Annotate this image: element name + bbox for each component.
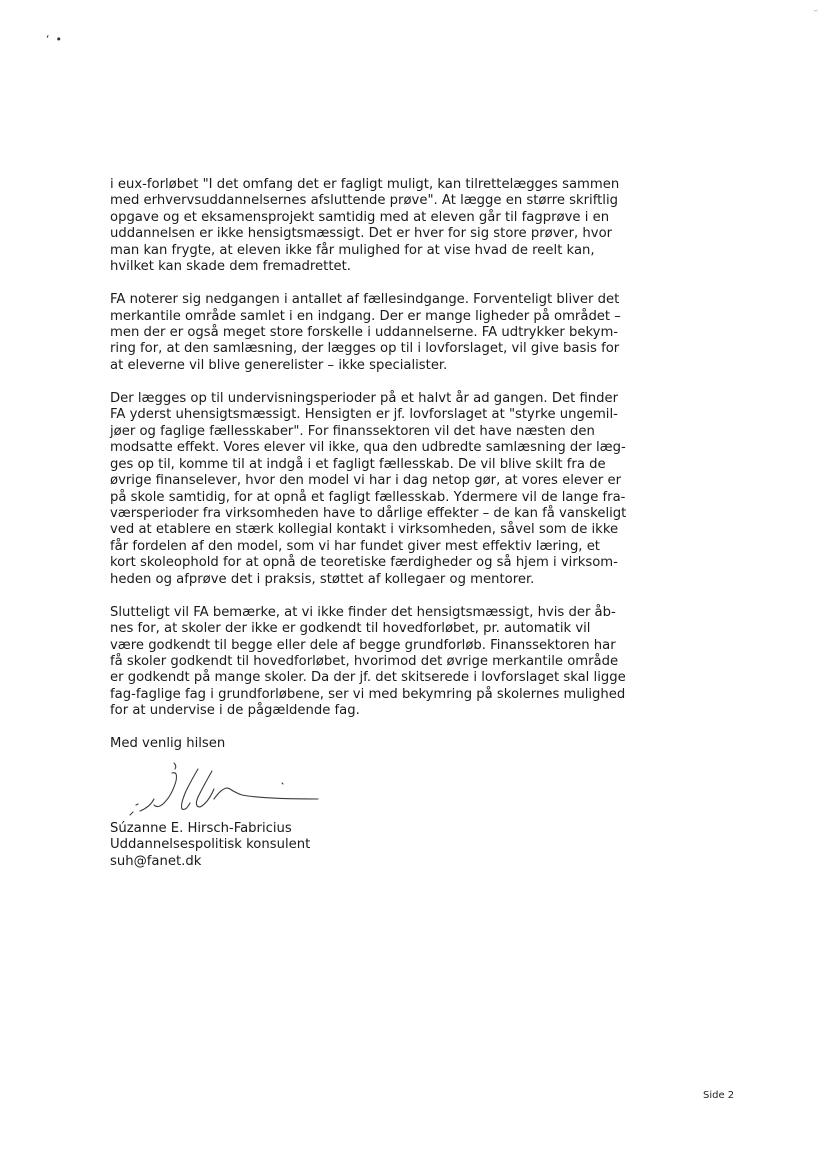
text-line: FA noterer sig nedgangen i antallet af fællesindgange. Forventeligt bliver det bbox=[110, 292, 620, 308]
text-line: med erhvervsuddannelsernes afsluttende prøve". At lægge en større skriftlig bbox=[110, 193, 619, 209]
scan-edge-mark: – bbox=[813, 6, 818, 16]
text-line: jøer og faglige fællesskaber". For finanssektoren vil det have næsten den bbox=[110, 423, 595, 439]
text-line: er godkendt på mange skoler. Da der jf. det skitserede i lovforslaget skal ligge bbox=[110, 670, 626, 686]
page-number: Side 2 bbox=[703, 1090, 735, 1101]
text-line: fag-faglige fag i grundforløbene, ser vi med bekymring på skolernes mulighed bbox=[110, 686, 626, 702]
signer-email: suh@fanet.dk bbox=[110, 853, 202, 869]
text-line: på skole samtidig, for at opnå et fagligt fællesskab. Ydermere vil de lange fra- bbox=[110, 489, 626, 505]
text-line: værsperioder fra virksomheden have to dårlige effekter – de kan få vanskeligt bbox=[110, 505, 627, 521]
scan-artifact-marks: ‘• bbox=[46, 33, 68, 46]
text-line: få skoler godkendt til hovedforløbet, hvorimod det øvrige merkantile område bbox=[110, 653, 619, 669]
text-line: ved at etablere en stærk kollegial kontakt i virksomheden, såvel som de ikke bbox=[110, 522, 619, 538]
text-line: får fordelen af den model, som vi har fundet giver mest effektiv læring, et bbox=[110, 538, 600, 554]
text-line: FA yderst uhensigtsmæssigt. Hensigten er jf. lovforslaget at "styrke ungemil- bbox=[110, 407, 618, 423]
text-line: uddannelsen er ikke hensigtsmæssigt. Det er hver for sig store prøver, hvor bbox=[110, 226, 613, 242]
handwritten-signature bbox=[114, 759, 329, 821]
paragraph-faellesindgange bbox=[110, 292, 650, 374]
paragraph-undervisningsperioder bbox=[110, 391, 650, 588]
paragraph-eux bbox=[110, 177, 650, 275]
signer-title: Uddannelsespolitisk konsulent bbox=[110, 837, 311, 853]
text-line: for at undervise i de pågældende fag. bbox=[110, 703, 360, 719]
text-line: Slutteligt vil FA bemærke, at vi ikke finder det hensigtsmæssigt, hvis der åb- bbox=[110, 604, 616, 620]
text-line: hvilket kan skade dem fremadrettet. bbox=[110, 259, 351, 275]
text-line: kort skoleophold for at opnå de teoretiske færdigheder og så hjem i virksom- bbox=[110, 555, 618, 571]
text-line: opgave og et eksamensprojekt samtidig med at eleven går til fagprøve i en bbox=[110, 209, 610, 225]
text-line: merkantile område samlet i en indgang. Der er mange ligheder på området – bbox=[110, 308, 621, 324]
signature-block bbox=[110, 821, 650, 870]
text-line: men der er også meget store forskelle i uddannelserne. FA udtrykker bekym- bbox=[110, 325, 619, 341]
closing-greeting: Med venlig hilsen bbox=[110, 736, 226, 752]
text-line: i eux-forløbet "I det omfang det er fagligt muligt, kan tilrettelægges sammen bbox=[110, 177, 620, 192]
paragraph-slutteligt bbox=[110, 605, 650, 720]
signer-name: Súzanne E. Hirsch-Fabricius bbox=[110, 820, 292, 836]
text-line: at eleverne vil blive generelister – ikke specialister. bbox=[110, 357, 448, 373]
text-line: ges op til, komme til at indgå i et fagligt fællesskab. De vil blive skilt fra de bbox=[110, 456, 606, 472]
text-line: Der lægges op til undervisningsperioder på et halvt år ad gangen. Det finder bbox=[110, 391, 619, 407]
text-line: nes for, at skoler der ikke er godkendt til hovedforløbet, pr. automatik vil bbox=[110, 621, 591, 637]
letter-body bbox=[110, 177, 650, 870]
text-line: være godkendt til begge eller dele af begge grundforløb. Finanssektoren har bbox=[110, 637, 616, 653]
text-line: heden og afprøve det i praksis, støttet af kollegaer og mentorer. bbox=[110, 571, 535, 587]
text-line: man kan frygte, at eleven ikke får mulighed for at vise hvad de reelt kan, bbox=[110, 242, 595, 258]
text-line: øvrige finanselever, hvor den model vi har i dag netop gør, at vores elever er bbox=[110, 473, 622, 489]
text-line: modsatte effekt. Vores elever vil ikke, qua den udbredte samlæsning der læg- bbox=[110, 440, 626, 456]
text-line: ring for, at den samlæsning, der lægges op til i lovforslaget, vil give basis for bbox=[110, 341, 620, 357]
